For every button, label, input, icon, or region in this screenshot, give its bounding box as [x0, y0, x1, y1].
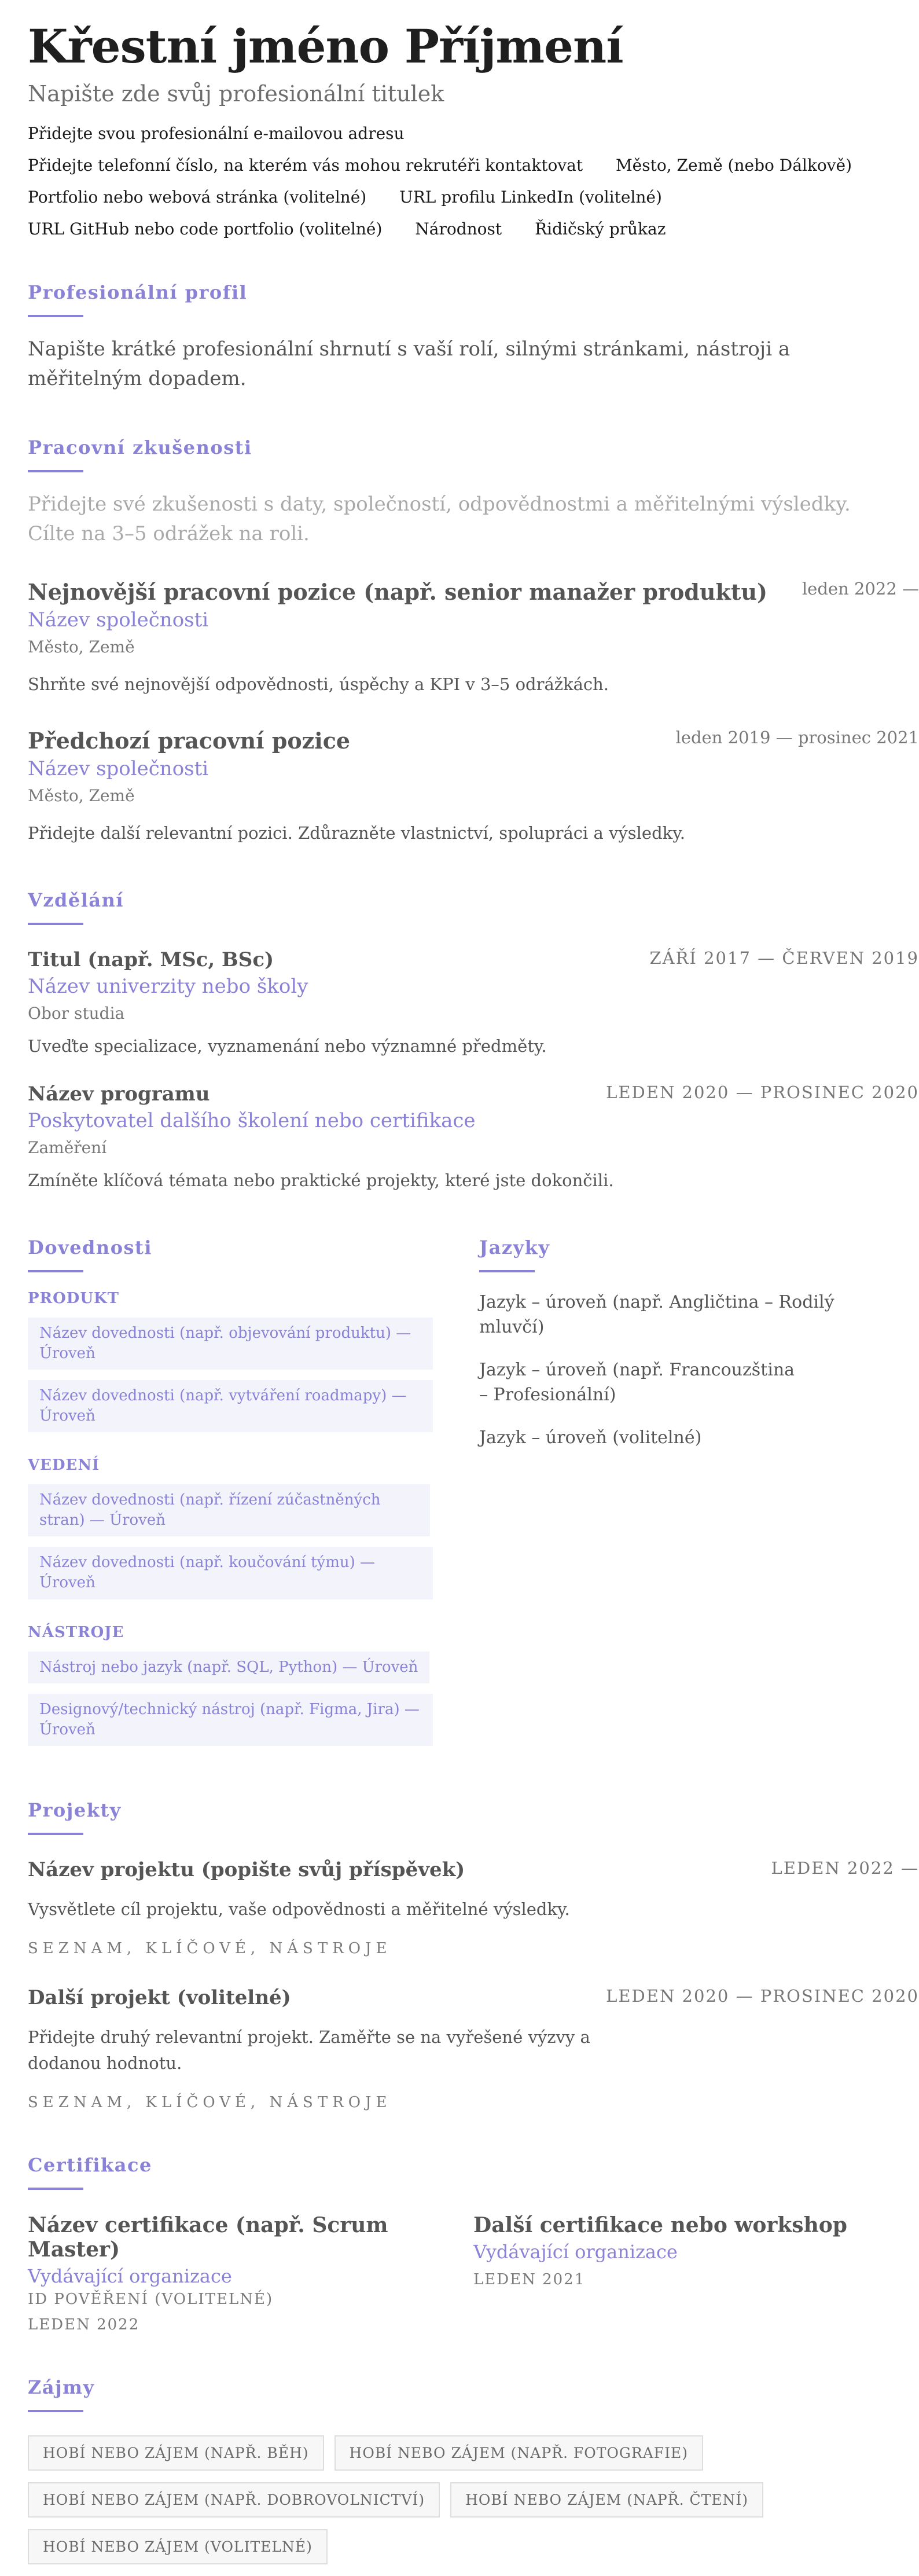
certifications-section [28, 2154, 919, 2333]
language-item: Jazyk – úroveň (volitelné) [479, 1427, 702, 1448]
skills-section [28, 1236, 479, 1756]
job-location: Město, Země [28, 637, 135, 656]
interests-section [28, 2376, 919, 2576]
skill-group-label: NÁSTROJE [28, 1623, 124, 1641]
skill-chip: Designový/technický nástroj (např. Figma, Jira) — Úroveň [28, 1694, 433, 1746]
skills-languages-row [28, 1236, 919, 1756]
professional-title: Napište zde svůj profesionální titulek [28, 81, 444, 107]
interest-tag: HOBÍ NEBO ZÁJEM (NAPŘ. DOBROVOLNICTVÍ) [28, 2482, 440, 2518]
language-item: Jazyk – úroveň (např. Angličtina – Rodilý mluvčí) [479, 1291, 835, 1338]
contact-row-4 [28, 219, 919, 238]
section-title-experience: Pracovní zkušenosti [28, 436, 252, 458]
company-name: Název společnosti [28, 608, 209, 632]
section-title-interests: Zájmy [28, 2376, 95, 2398]
section-title-profile: Profesionální profil [28, 281, 248, 303]
certification-issuer: Vydávající organizace [473, 2240, 678, 2263]
section-divider [28, 923, 83, 925]
contact-email: Přidejte svou profesionální e-mailovou adresu [28, 124, 405, 143]
interest-tag: HOBÍ NEBO ZÁJEM (NAPŘ. ČTENÍ) [450, 2482, 763, 2518]
project-title: Název projektu (popište svůj příspěvek) [28, 1858, 465, 1881]
interest-tag: HOBÍ NEBO ZÁJEM (NAPŘ. BĚH) [28, 2435, 324, 2471]
education-description: Uveďte specializace, vyznamenání nebo významné předměty. [28, 1036, 547, 1056]
section-title-languages: Jazyky [479, 1236, 550, 1258]
section-divider [28, 1833, 83, 1835]
job-date: leden 2022 — [802, 579, 919, 599]
contact-row-3 [28, 188, 919, 207]
degree-title: Název programu [28, 1082, 210, 1106]
full-name: Křestní jméno Příjmení [28, 19, 623, 74]
project-description: Přidejte druhý relevantní projekt. Zaměřte se na vyřešené výzvy a dodanou hodnotu. [28, 2027, 590, 2073]
section-divider [28, 470, 83, 472]
skill-chip: Název dovednosti (např. řízení zúčastněných stran) — Úroveň [28, 1484, 430, 1536]
certification-date: LEDEN 2021 [473, 2270, 586, 2288]
company-name: Název společnosti [28, 757, 209, 780]
project-tags: SEZNAM, KLÍČOVÉ, NÁSTROJE [28, 1939, 392, 1957]
language-item: Jazyk – úroveň (např. Francouzština – Profesionální) [479, 1359, 795, 1406]
job-title: Nejnovější pracovní pozice (např. senior manažer produktu) [28, 579, 767, 605]
projects-section [28, 1799, 919, 2111]
skill-chip: Název dovednosti (např. vytváření roadmapy) — Úroveň [28, 1380, 433, 1432]
job-title: Předchozí pracovní pozice [28, 727, 351, 754]
section-title-projects: Projekty [28, 1799, 122, 1821]
field-of-study: Obor studia [28, 1003, 125, 1023]
project-entry [28, 1858, 919, 1957]
section-divider [479, 1270, 535, 1272]
contact-row-2 [28, 156, 919, 175]
contact-portfolio: Portfolio nebo webová stránka (volitelné) [28, 188, 367, 207]
education-date: ZÁŘÍ 2017 — ČERVEN 2019 [649, 948, 919, 968]
certification-item [28, 2213, 473, 2333]
section-title-certifications: Certifikace [28, 2153, 152, 2176]
certification-title: Další certifikace nebo workshop [473, 2212, 847, 2237]
section-divider [28, 315, 83, 317]
project-description: Vysvětlete cíl projektu, vaše odpovědnosti a měřitelné výsledky. [28, 1899, 570, 1919]
skill-group-label: PRODUKT [28, 1289, 119, 1307]
job-description: Shrňte své nejnovější odpovědnosti, úspěchy a KPI v 3–5 odrážkách. [28, 674, 609, 694]
certification-date: LEDEN 2022 [28, 2316, 140, 2333]
project-title: Další projekt (volitelné) [28, 1986, 291, 2009]
school-name: Název univerzity nebo školy [28, 974, 308, 998]
project-date: LEDEN 2020 — PROSINEC 2020 [606, 1986, 919, 2006]
skill-group-label: VEDENÍ [28, 1456, 100, 1474]
education-description: Zmíněte klíčová témata nebo praktické projekty, které jste dokončili. [28, 1170, 614, 1190]
profile-section [28, 281, 919, 394]
section-divider [28, 2188, 83, 2190]
certification-title: Název certifikace (např. Scrum Master) [28, 2212, 388, 2262]
skill-chip: Nástroj nebo jazyk (např. SQL, Python) — Úroveň [28, 1652, 429, 1683]
skill-chip: Název dovednosti (např. objevování produktu) — Úroveň [28, 1318, 433, 1370]
experience-entry [28, 579, 919, 698]
interest-tag: HOBÍ NEBO ZÁJEM (VOLITELNÉ) [28, 2529, 328, 2564]
experience-intro: Přidejte své zkušenosti s daty, společností, odpovědnostmi a měřitelnými výsledky. Cílte na 3–5 odrážek na roli. [28, 493, 851, 545]
project-entry [28, 1986, 919, 2111]
field-of-study: Zaměření [28, 1137, 107, 1157]
certification-credential: ID POVĚŘENÍ (VOLITELNÉ) [28, 2290, 274, 2308]
project-tags: SEZNAM, KLÍČOVÉ, NÁSTROJE [28, 2093, 392, 2111]
section-divider [28, 2410, 83, 2412]
section-title-education: Vzdělání [28, 889, 124, 911]
degree-title: Titul (např. MSc, BSc) [28, 948, 274, 971]
section-divider [28, 1270, 83, 1272]
section-title-skills: Dovednosti [28, 1236, 152, 1258]
contact-linkedin: URL profilu LinkedIn (volitelné) [399, 188, 662, 207]
school-name: Poskytovatel dalšího školení nebo certifikace [28, 1109, 476, 1132]
contact-row-1 [28, 124, 919, 143]
contact-location: Město, Země (nebo Dálkově) [615, 156, 852, 175]
project-date: LEDEN 2022 — [771, 1858, 919, 1878]
job-location: Město, Země [28, 786, 135, 805]
job-description: Přidejte další relevantní pozici. Zdůrazněte vlastnictví, spolupráci a výsledky. [28, 823, 685, 843]
interest-tag: HOBÍ NEBO ZÁJEM (NAPŘ. FOTOGRAFIE) [334, 2435, 703, 2471]
experience-section [28, 436, 919, 846]
job-date: leden 2019 — prosinec 2021 [675, 727, 919, 747]
contact-github: URL GitHub nebo code portfolio (volitelné) [28, 219, 383, 238]
contact-phone: Přidejte telefonní číslo, na kterém vás mohou rekrutéři kontaktovat [28, 156, 583, 175]
languages-section [479, 1236, 884, 1756]
contact-nationality: Národnost [415, 219, 502, 238]
profile-text: Napište krátké profesionální shrnutí s vaší rolí, silnými stránkami, nástroji a měřitelným dopadem. [28, 337, 791, 390]
education-entry [28, 1082, 919, 1194]
contact-license: Řidičský průkaz [535, 219, 666, 238]
resume-page [28, 19, 919, 2576]
education-date: LEDEN 2020 — PROSINEC 2020 [606, 1082, 919, 1102]
certification-item [473, 2213, 919, 2333]
skill-chip: Název dovednosti (např. koučování týmu) — Úroveň [28, 1547, 433, 1599]
certification-issuer: Vydávající organizace [28, 2265, 232, 2287]
education-section [28, 889, 919, 1194]
education-entry [28, 948, 919, 1059]
experience-entry [28, 728, 919, 846]
